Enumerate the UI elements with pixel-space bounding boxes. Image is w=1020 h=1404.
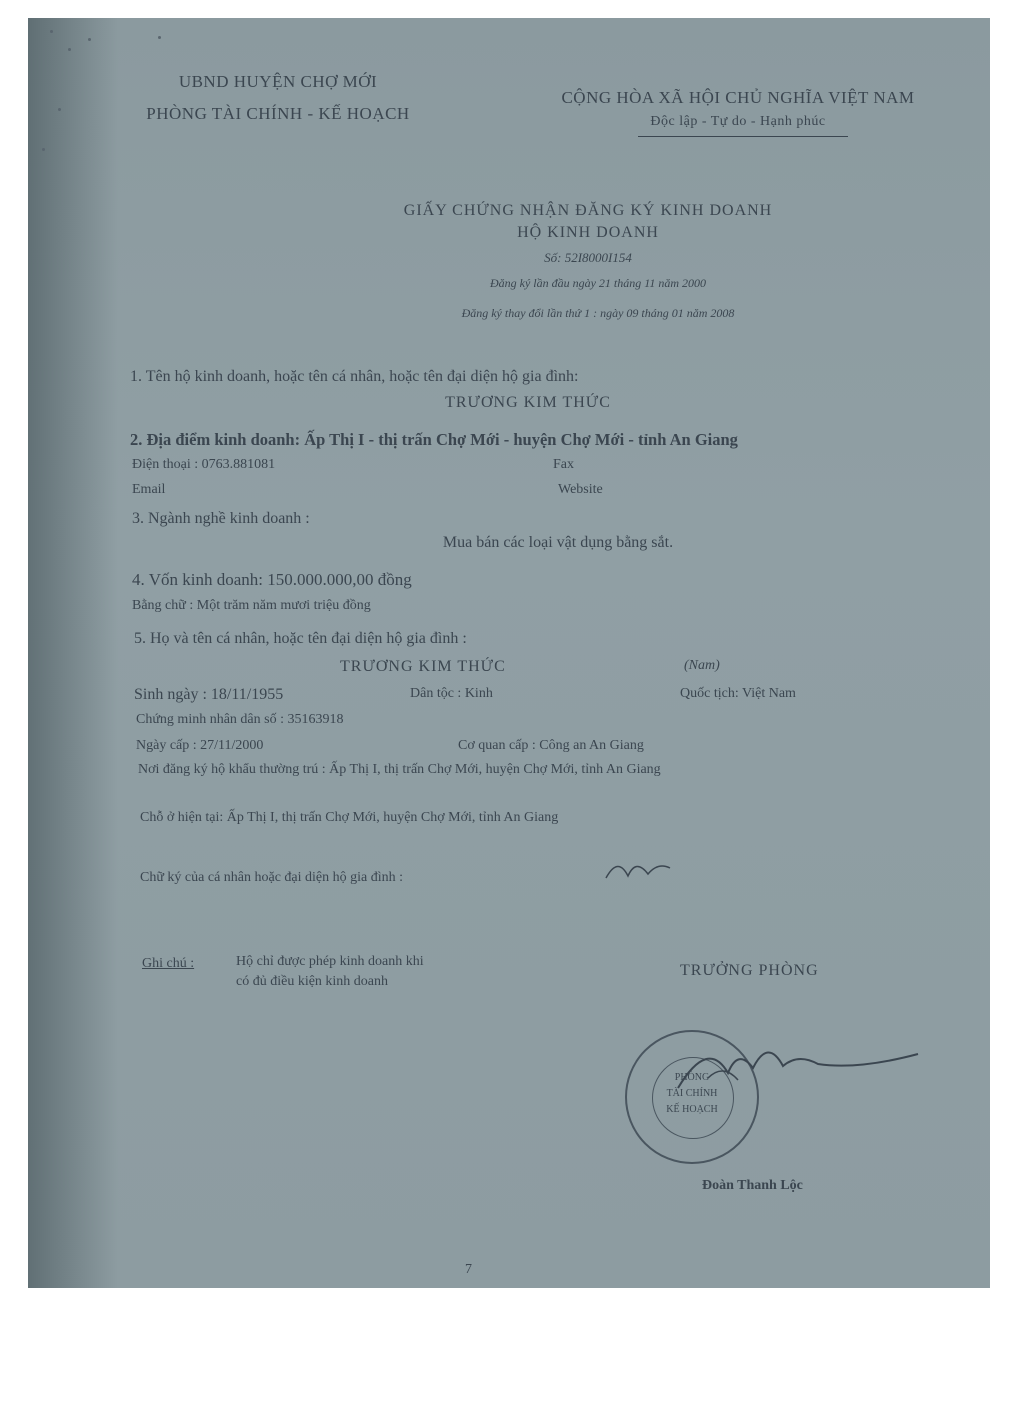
website: Website bbox=[558, 482, 603, 497]
business-line: Mua bán các loại vật dụng bằng sắt. bbox=[442, 534, 674, 551]
note-line-1: Hộ chỉ được phép kinh doanh khi bbox=[236, 954, 424, 969]
representative-signature bbox=[598, 848, 678, 888]
department-name: PHÒNG TÀI CHÍNH - KẾ HOẠCH bbox=[146, 104, 410, 123]
scan-shadow bbox=[28, 18, 118, 1288]
section-3-label: 3. Ngành nghề kinh doanh : bbox=[132, 510, 310, 527]
document-sheet bbox=[28, 18, 990, 1288]
page-mark: 7 bbox=[465, 1262, 472, 1277]
ethnicity: Dân tộc : Kinh bbox=[410, 686, 493, 701]
note-label: Ghi chú : bbox=[142, 956, 195, 971]
signer-position: TRƯỞNG PHÒNG bbox=[680, 962, 819, 979]
id-issue-date: Ngày cấp : 27/11/2000 bbox=[136, 738, 264, 753]
seal-text-top: PHÒNG bbox=[674, 1072, 710, 1083]
speck bbox=[158, 36, 161, 39]
doc-number: Số: 52I8000I154 bbox=[544, 250, 632, 265]
business-name: TRƯƠNG KIM THỨC bbox=[445, 394, 611, 411]
date-of-birth: Sinh ngày : 18/11/1955 bbox=[134, 686, 284, 703]
section-1-label: 1. Tên hộ kinh doanh, hoặc tên cá nhân, hoặc tên đại diện hộ gia đình: bbox=[130, 368, 579, 385]
doc-subtitle: HỘ KINH DOANH bbox=[517, 224, 659, 241]
id-number: Chứng minh nhân dân số : 35163918 bbox=[136, 712, 344, 727]
nationality: Quốc tịch: Việt Nam bbox=[680, 686, 796, 701]
speck bbox=[42, 148, 45, 151]
signer-name: Đoàn Thanh Lộc bbox=[702, 1178, 803, 1193]
fax: Fax bbox=[553, 457, 574, 472]
section-5-label: 5. Họ và tên cá nhân, hoặc tên đại diện hộ gia đình : bbox=[134, 630, 467, 647]
agency-name: UBND HUYỆN CHỢ MỚI bbox=[178, 72, 378, 91]
doc-title: GIẤY CHỨNG NHẬN ĐĂNG KÝ KINH DOANH bbox=[403, 202, 773, 219]
official-signature bbox=[668, 1018, 928, 1108]
speck bbox=[68, 48, 71, 51]
speck bbox=[58, 108, 61, 111]
note-line-2: có đủ điều kiện kinh doanh bbox=[236, 974, 389, 989]
seal-text-middle: TÀI CHÍNH bbox=[666, 1088, 718, 1099]
seal-text-bottom: KẾ HOẠCH bbox=[666, 1104, 718, 1115]
capital-in-words: Bằng chữ : Một trăm năm mươi triệu đồng bbox=[132, 598, 371, 613]
change-registration: Đăng ký thay đổi lần thứ 1 : ngày 09 tháng 01 năm 2008 bbox=[461, 306, 735, 320]
id-issuer: Cơ quan cấp : Công an An Giang bbox=[458, 738, 644, 753]
national-motto: Độc lập - Tự do - Hạnh phúc bbox=[650, 114, 826, 129]
section-2-address: 2. Địa điểm kinh doanh: Ấp Thị I - thị trấn Chợ Mới - huyện Chợ Mới - tỉnh An Giang bbox=[130, 430, 738, 449]
signature-label: Chữ ký của cá nhân hoặc đại diện hộ gia đình : bbox=[140, 870, 404, 885]
speck bbox=[50, 30, 53, 33]
motto-underline bbox=[638, 136, 848, 137]
national-title: CỘNG HÒA XÃ HỘI CHỦ NGHĨA VIỆT NAM bbox=[561, 88, 915, 107]
gender: (Nam) bbox=[684, 658, 720, 673]
permanent-residence: Nơi đăng ký hộ khẩu thường trú : Ấp Thị I, thị trấn Chợ Mới, huyện Chợ Mới, tỉnh An Giang bbox=[138, 762, 661, 777]
current-residence: Chỗ ở hiện tại: Ấp Thị I, thị trấn Chợ Mới, huyện Chợ Mới, tỉnh An Giang bbox=[140, 810, 559, 825]
first-registration: Đăng ký lần đầu ngày 21 tháng 11 năm 2000 bbox=[489, 276, 707, 290]
speck bbox=[88, 38, 91, 41]
section-4-capital: 4. Vốn kinh doanh: 150.000.000,00 đồng bbox=[132, 570, 412, 589]
representative-name: TRƯƠNG KIM THỨC bbox=[340, 658, 506, 675]
phone: Điện thoại : 0763.881081 bbox=[132, 457, 276, 472]
email: Email bbox=[132, 482, 166, 497]
